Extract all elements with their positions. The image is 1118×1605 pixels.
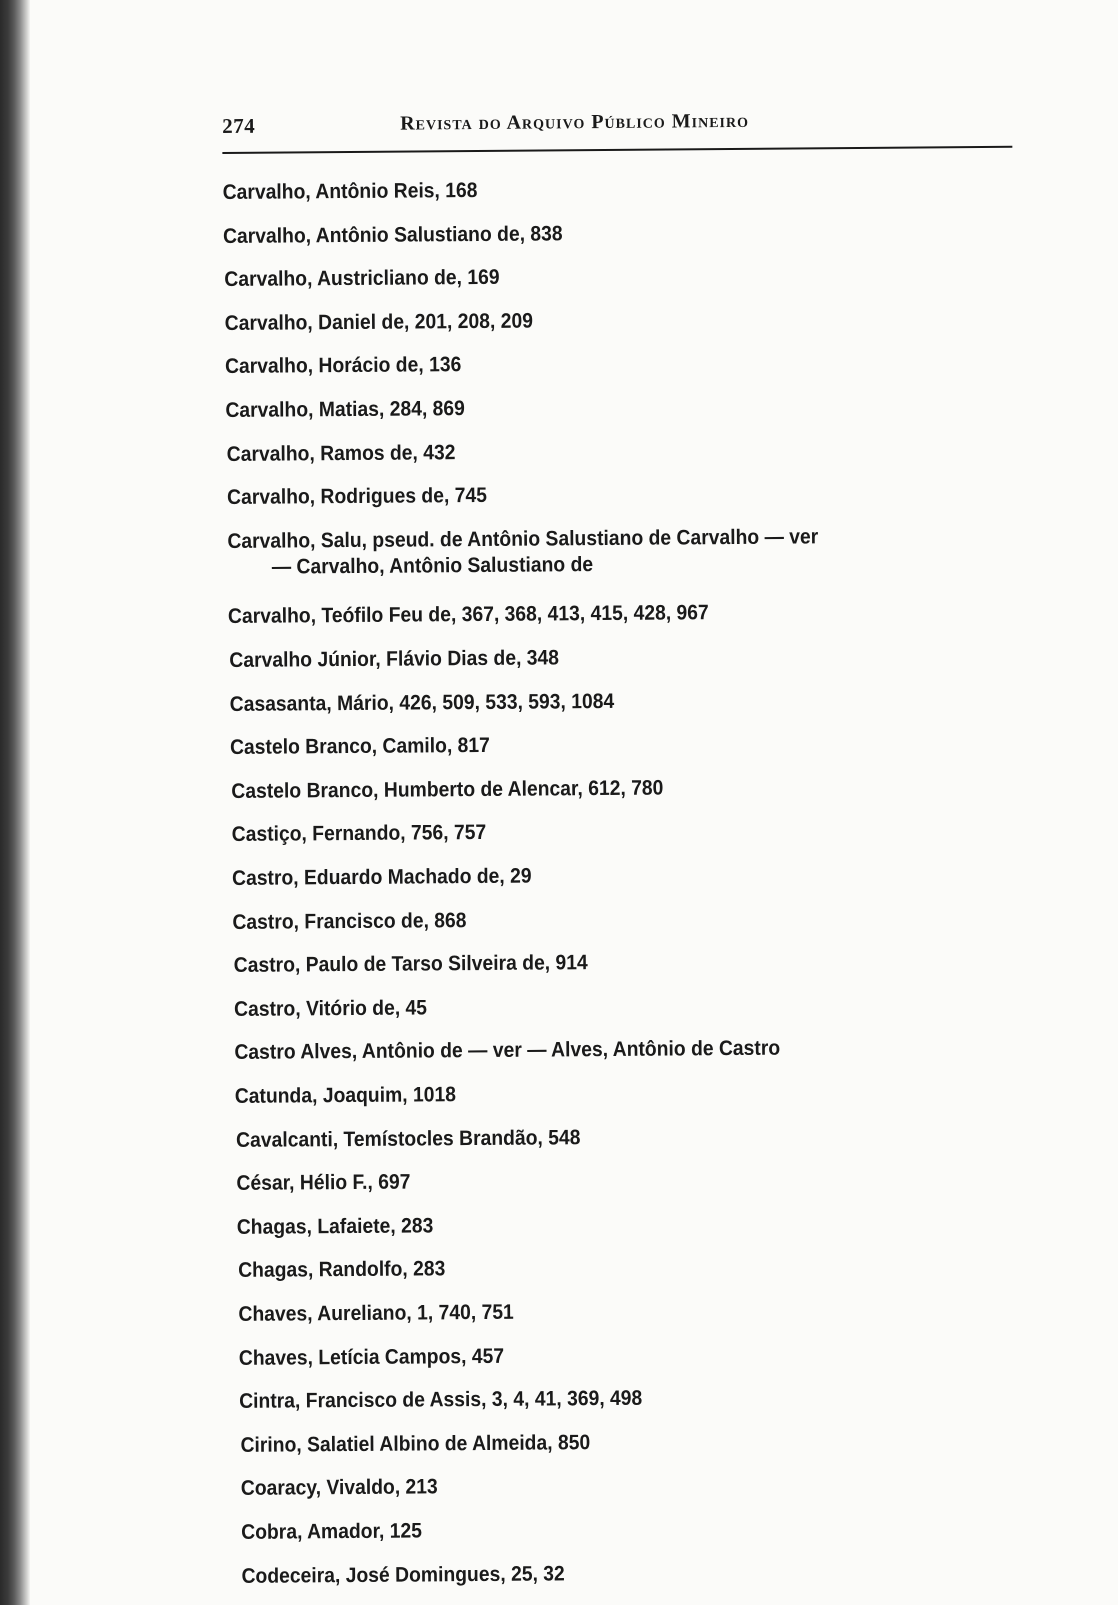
index-entry: Cintra, Francisco de Assis, 3, 4, 41, 369, 498 bbox=[239, 1386, 643, 1414]
index-entry: Carvalho, Matias, 284, 869 bbox=[225, 397, 466, 422]
index-entry: Carvalho, Rodrigues de, 745 bbox=[226, 484, 487, 510]
index-entry: Chagas, Lafaiete, 283 bbox=[236, 1214, 434, 1239]
page-header bbox=[222, 100, 1012, 154]
index-entry: Carvalho, Teófilo Feu de, 367, 368, 413, 415, 428, 967 bbox=[228, 601, 710, 629]
index-page bbox=[222, 100, 1012, 1588]
index-entry: Carvalho Júnior, Flávio Dias de, 348 bbox=[228, 646, 559, 672]
index-entry bbox=[228, 523, 1001, 581]
index-entry: Castelo Branco, Camilo, 817 bbox=[230, 734, 491, 760]
page-number: 274 bbox=[222, 113, 256, 138]
index-entry: Cavalcanti, Temístocles Brandão, 548 bbox=[235, 1125, 581, 1152]
index-entry: Casasanta, Mário, 426, 509, 533, 593, 1084 bbox=[229, 689, 615, 716]
index-entry: Castro, Francisco de, 868 bbox=[232, 908, 467, 934]
index-entry: Chagas, Randolfo, 283 bbox=[237, 1257, 445, 1283]
book-spine-shadow bbox=[0, 0, 30, 1605]
running-title: Revista do Arquivo Público Mineiro bbox=[400, 109, 750, 135]
index-entry-continuation: — Carvalho, Antônio Salustiano de bbox=[271, 552, 594, 579]
index-entry: César, Hélio F., 697 bbox=[236, 1170, 411, 1196]
index-entry: Carvalho, Antônio Reis, 168 bbox=[222, 178, 478, 204]
index-entry: Castro Alves, Antônio de — ver — Alves, Antônio de Castro bbox=[234, 1037, 781, 1065]
index-entry: Carvalho, Ramos de, 432 bbox=[226, 440, 456, 466]
index-entry: Chaves, Aureliano, 1, 740, 751 bbox=[238, 1300, 514, 1326]
index-entry: Carvalho, Horácio de, 136 bbox=[225, 353, 462, 379]
index-entry: Castelo Branco, Humberto de Alencar, 612, 780 bbox=[230, 776, 663, 803]
index-entry: Castiço, Fernando, 756, 757 bbox=[231, 821, 487, 847]
index-entry: Carvalho, Austricliano de, 169 bbox=[223, 266, 500, 292]
index-entry: Chaves, Letícia Campos, 457 bbox=[238, 1344, 505, 1370]
index-entry: Codeceira, José Domingues, 25, 32 bbox=[241, 1561, 566, 1588]
index-entry: Castro, Eduardo Machado de, 29 bbox=[232, 864, 532, 890]
index-entry: Carvalho, Daniel de, 201, 208, 209 bbox=[224, 309, 533, 335]
index-entry: Catunda, Joaquim, 1018 bbox=[235, 1083, 457, 1108]
index-entry: Coaracy, Vivaldo, 213 bbox=[240, 1475, 438, 1501]
index-entry-text: Carvalho, Salu, pseud. de Antônio Salustiano de Carvalho — ver bbox=[227, 525, 819, 553]
index-entry: Carvalho, Antônio Salustiano de, 838 bbox=[223, 221, 564, 248]
index-entry: Castro, Vitório de, 45 bbox=[233, 996, 427, 1021]
index-entry: Castro, Paulo de Tarso Silveira de, 914 bbox=[233, 951, 588, 978]
index-entry: Cobra, Amador, 125 bbox=[241, 1519, 423, 1544]
index-entry: Cirino, Salatiel Albino de Almeida, 850 bbox=[240, 1430, 590, 1457]
